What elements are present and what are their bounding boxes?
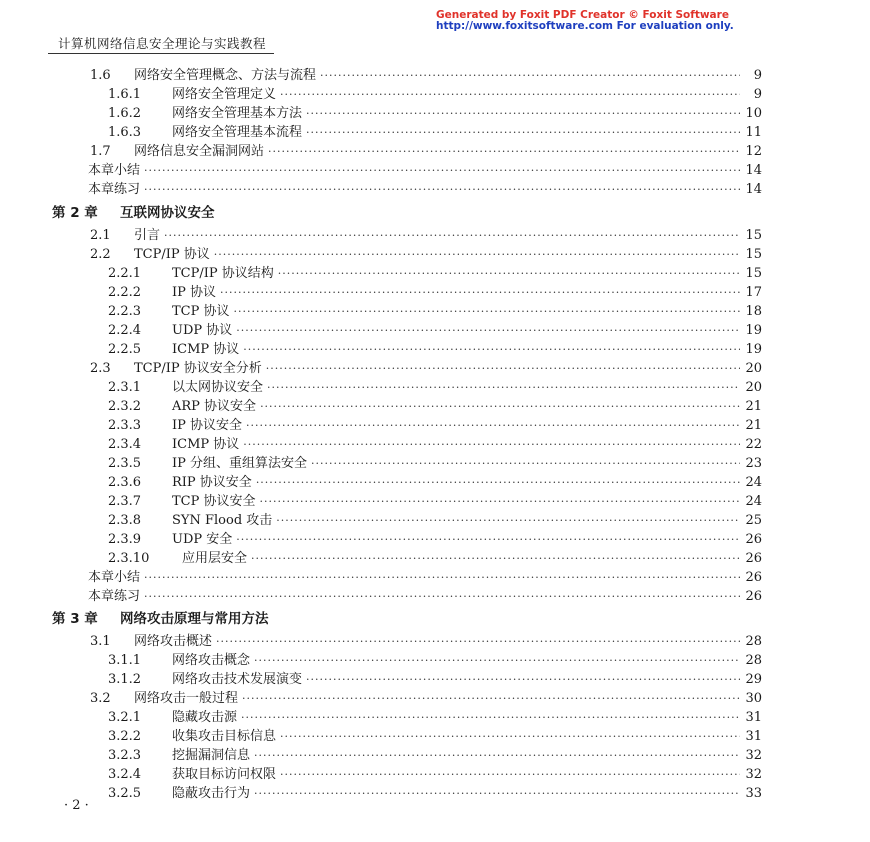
toc-entry-title: 获取目标访问权限 [172,767,277,782]
toc-entry-title: TCP 协议安全 [172,494,256,509]
toc-entry[interactable] [88,587,762,606]
toc-entry-page: 9 [753,68,762,83]
dot-leader [320,66,740,85]
toc-entry-title: ARP 协议安全 [172,399,257,414]
toc-entry[interactable] [108,416,762,435]
dot-leader [276,511,740,530]
toc-entry-number: 3.2.2 [108,729,142,744]
dot-leader [306,123,740,142]
toc-entry-number: 2.3.5 [108,456,142,471]
toc-entry-page: 29 [745,672,762,687]
toc-entry-title: ICMP 协议 [172,342,240,357]
toc-entry-page: 21 [745,399,762,414]
toc-entry-page: 28 [745,653,762,668]
toc-entry[interactable] [108,123,762,142]
toc-entry-title: 本章练习 [88,182,141,197]
toc-entry-page: 31 [745,710,762,725]
watermark-line-2: http://www.foxitsoftware.com For evaluation only. [436,20,734,32]
toc-entry-number: 1.6 [90,68,111,83]
dot-leader [306,670,740,689]
toc-entry[interactable] [108,708,762,727]
toc-entry-title: 引言 [134,228,161,243]
toc-entry-title: IP 协议 [172,285,217,300]
toc-entry-number: 2.3.10 [108,551,150,566]
toc-entry-page: 26 [745,551,762,566]
toc-entry-number: 2.2.2 [108,285,142,300]
toc-entry-number: 2.2.3 [108,304,142,319]
toc-entry-number: 2.3.9 [108,532,142,547]
dot-leader [267,378,740,397]
toc-entry-page: 26 [745,570,762,585]
toc-entry-page: 9 [753,87,762,102]
toc-entry-number: 2.3.3 [108,418,142,433]
toc-entry[interactable] [108,454,762,473]
dot-leader [241,708,740,727]
toc-entry[interactable] [90,245,762,264]
toc-entry-page: 12 [745,144,762,159]
dot-leader [254,651,740,670]
toc-entry-number: 3.1 [90,634,111,649]
toc-entry-title: 网络攻击一般过程 [134,691,239,706]
toc-entry-title: TCP/IP 协议结构 [172,266,274,281]
dot-leader [266,359,740,378]
dot-leader [216,632,740,651]
toc-entry-title: TCP/IP 协议安全分析 [134,361,262,376]
watermark-line-1: Generated by Foxit PDF Creator © Foxit Software [436,9,729,21]
toc-entry[interactable] [108,104,762,123]
page-number: · 2 · [64,798,89,813]
dot-leader [254,746,740,765]
toc-entry-title: 本章小结 [88,163,141,178]
toc-entry[interactable] [108,492,762,511]
toc-entry-page: 17 [745,285,762,300]
dot-leader [278,264,740,283]
toc-entry-title: ICMP 协议 [172,437,240,452]
toc-entry-page: 15 [745,247,762,262]
toc-entry-title: 网络安全管理基本方法 [172,106,303,121]
chapter-title: 网络攻击原理与常用方法 [120,611,269,627]
toc-entry-title: TCP/IP 协议 [134,247,210,262]
toc-entry-page: 32 [745,748,762,763]
toc-entry-title: 收集攻击目标信息 [172,729,277,744]
toc-entry-number: 3.2 [90,691,111,706]
toc-entry-title: 隐蔽攻击行为 [172,786,251,801]
toc-entry-page: 33 [745,786,762,801]
dot-leader [260,397,740,416]
toc-entry[interactable] [88,161,762,180]
toc-entry-number: 2.2.1 [108,266,142,281]
dot-leader [242,689,740,708]
dot-leader [236,530,740,549]
toc-entry-title: 网络攻击技术发展演变 [172,672,303,687]
toc-entry[interactable] [90,632,762,651]
toc-entry[interactable] [88,180,762,199]
dot-leader [214,245,740,264]
dot-leader [311,454,740,473]
dot-leader [164,226,740,245]
toc-entry-page: 15 [745,266,762,281]
dot-leader [260,492,741,511]
toc-entry-number: 3.1.2 [108,672,142,687]
toc-entry-number: 1.7 [90,144,111,159]
toc-chapter-heading [52,609,269,629]
toc-entry-number: 1.6.2 [108,106,142,121]
dot-leader [268,142,740,161]
toc-entry-page: 26 [745,532,762,547]
toc-entry[interactable] [90,66,762,85]
toc-entry[interactable] [108,321,762,340]
toc-entry-number: 2.3.7 [108,494,142,509]
toc-entry-title: 应用层安全 [182,551,248,566]
toc-entry-title: 网络安全管理定义 [172,87,277,102]
toc-entry-number: 3.2.4 [108,767,142,782]
toc-entry-title: TCP 协议 [172,304,230,319]
toc-entry[interactable] [90,226,762,245]
toc-entry[interactable] [108,397,762,416]
dot-leader [280,85,740,104]
toc-entry-page: 25 [745,513,762,528]
toc-entry-title: 本章小结 [88,570,141,585]
toc-entry-title: UDP 协议 [172,323,233,338]
toc-entry-title: UDP 安全 [172,532,233,547]
toc-entry-page: 10 [745,106,762,121]
toc-entry[interactable] [108,746,762,765]
toc-entry-number: 2.2 [90,247,111,262]
chapter-title: 互联网协议安全 [120,205,215,221]
toc-entry-number: 1.6.3 [108,125,142,140]
toc-entry-page: 20 [745,380,762,395]
toc-entry-number: 1.6.1 [108,87,142,102]
toc-entry[interactable] [108,511,762,530]
toc-entry-title: 隐藏攻击源 [172,710,238,725]
toc-entry-title: IP 协议安全 [172,418,243,433]
toc-entry-page: 24 [745,494,762,509]
dot-leader [243,435,740,454]
toc-entry[interactable] [108,435,762,454]
toc-entry-page: 28 [745,634,762,649]
toc-entry-number: 3.2.1 [108,710,142,725]
toc-entry[interactable] [108,549,762,568]
foxit-watermark [436,10,734,32]
toc-entry[interactable] [90,689,762,708]
toc-entry-page: 14 [745,182,762,197]
toc-entry-title: 网络攻击概念 [172,653,251,668]
dot-leader [234,302,741,321]
toc-entry-page: 18 [745,304,762,319]
toc-entry-number: 2.2.4 [108,323,142,338]
toc-entry-title: 挖掘漏洞信息 [172,748,251,763]
toc-entry-page: 32 [745,767,762,782]
toc-entry-page: 20 [745,361,762,376]
dot-leader [144,587,740,606]
toc-entry-page: 26 [745,589,762,604]
toc-entry[interactable] [108,264,762,283]
chapter-number: 第 2 章 [52,205,98,221]
toc-entry-page: 11 [745,125,762,140]
toc-entry[interactable] [88,568,762,587]
toc-entry-number: 3.2.3 [108,748,142,763]
toc-entry[interactable] [108,651,762,670]
toc-entry[interactable] [90,142,762,161]
toc-entry[interactable] [108,473,762,492]
toc-entry-title: SYN Flood 攻击 [172,513,273,528]
toc-entry-page: 22 [745,437,762,452]
toc-entry-number: 2.3.1 [108,380,142,395]
toc-entry-page: 31 [745,729,762,744]
toc-entry-page: 15 [745,228,762,243]
dot-leader [144,568,740,587]
toc-entry[interactable] [108,85,762,104]
toc-entry[interactable] [108,765,762,784]
dot-leader [280,727,740,746]
dot-leader [246,416,740,435]
toc-entry[interactable] [90,359,762,378]
dot-leader [144,161,740,180]
toc-entry-page: 21 [745,418,762,433]
toc-entry[interactable] [108,283,762,302]
toc-entry-title: RIP 协议安全 [172,475,252,490]
chapter-number: 第 3 章 [52,611,98,627]
toc-entry-number: 2.3.8 [108,513,142,528]
toc-entry-page: 30 [745,691,762,706]
toc-entry-number: 3.2.5 [108,786,142,801]
toc-entry[interactable] [108,784,762,803]
toc-entry-page: 23 [745,456,762,471]
toc-entry-number: 2.1 [90,228,111,243]
dot-leader [220,283,740,302]
toc-entry-number: 2.3 [90,361,111,376]
toc-chapter-heading [52,203,215,223]
dot-leader [280,765,740,784]
toc-entry-page: 24 [745,475,762,490]
dot-leader [306,104,740,123]
dot-leader [144,180,740,199]
dot-leader [254,784,740,803]
toc-entry-title: IP 分组、重组算法安全 [172,456,308,471]
toc-entry-number: 2.3.2 [108,399,142,414]
dot-leader [256,473,740,492]
toc-entry-page: 14 [745,163,762,178]
toc-entry[interactable] [108,302,762,321]
toc-entry-number: 2.3.6 [108,475,142,490]
toc-entry-title: 网络安全管理概念、方法与流程 [134,68,317,83]
toc-entry-title: 本章练习 [88,589,141,604]
toc-entry-number: 2.2.5 [108,342,142,357]
toc-entry-title: 以太网协议安全 [172,380,264,395]
toc-entry-title: 网络信息安全漏洞网站 [134,144,265,159]
toc-entry[interactable] [108,340,762,359]
dot-leader [251,549,740,568]
toc-entry-page: 19 [745,323,762,338]
dot-leader [243,340,740,359]
running-head: 计算机网络信息安全理论与实践教程 [48,34,274,54]
toc-entry[interactable] [108,670,762,689]
toc-entry[interactable] [108,727,762,746]
toc-entry-title: 网络攻击概述 [134,634,213,649]
dot-leader [236,321,740,340]
toc-entry[interactable] [108,530,762,549]
toc-entry-number: 2.3.4 [108,437,142,452]
toc-entry-page: 19 [745,342,762,357]
toc-entry-title: 网络安全管理基本流程 [172,125,303,140]
toc-entry-number: 3.1.1 [108,653,142,668]
toc-entry[interactable] [108,378,762,397]
